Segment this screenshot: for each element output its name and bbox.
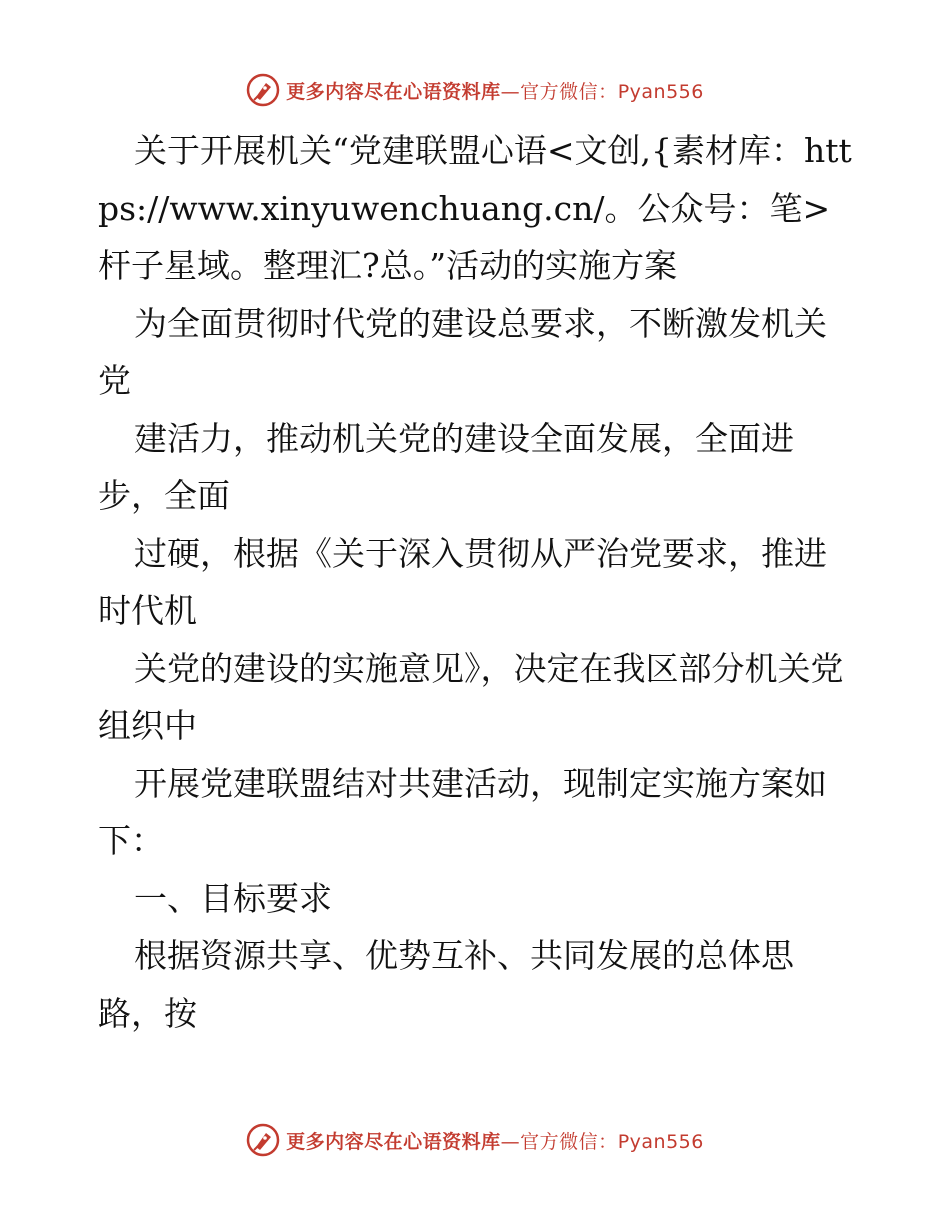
paragraph: 建活力，推动机关党的建设全面发展，全面进步，全面 <box>98 418 794 515</box>
header-banner-text <box>286 77 704 104</box>
document-body <box>98 122 858 1042</box>
banner-wechat-id: Pyan556 <box>617 80 704 103</box>
banner-wechat-label: 官方微信： <box>520 80 618 103</box>
paragraph: 开展党建联盟结对共建活动，现制定实施方案如下： <box>98 763 827 860</box>
footer-banner <box>0 1118 950 1162</box>
section-heading: 一、目标要求 <box>134 878 332 918</box>
banner-wechat-label: 官方微信： <box>520 1130 618 1153</box>
paragraph: 过硬，根据《关于深入贯彻从严治党要求，推进时代机 <box>98 533 827 630</box>
paragraph: 关党的建设的实施意见》，决定在我区部分机关党组织中 <box>98 648 844 745</box>
pen-nib-logo-icon <box>246 1123 280 1157</box>
pen-nib-logo-icon <box>246 73 280 107</box>
banner-dash: — <box>500 1130 521 1153</box>
document-title: 关于开展机关“党建联盟心语<文创,{素材库：https://www.xinyuwenchuang.cn/。公众号：笔>杆子星域。整理汇?总。”活动的实施方案 <box>98 131 852 285</box>
banner-dash: — <box>500 80 521 103</box>
footer-banner-text <box>286 1127 704 1154</box>
banner-title: 更多内容尽在心语资料库 <box>286 80 501 103</box>
banner-wechat-id: Pyan556 <box>617 1130 704 1153</box>
header-banner <box>0 68 950 112</box>
banner-title: 更多内容尽在心语资料库 <box>286 1130 501 1153</box>
paragraph: 根据资源共享、优势互补、共同发展的总体思路，按 <box>98 936 794 1033</box>
paragraph: 为全面贯彻时代党的建设总要求，不断激发机关党 <box>98 303 827 400</box>
